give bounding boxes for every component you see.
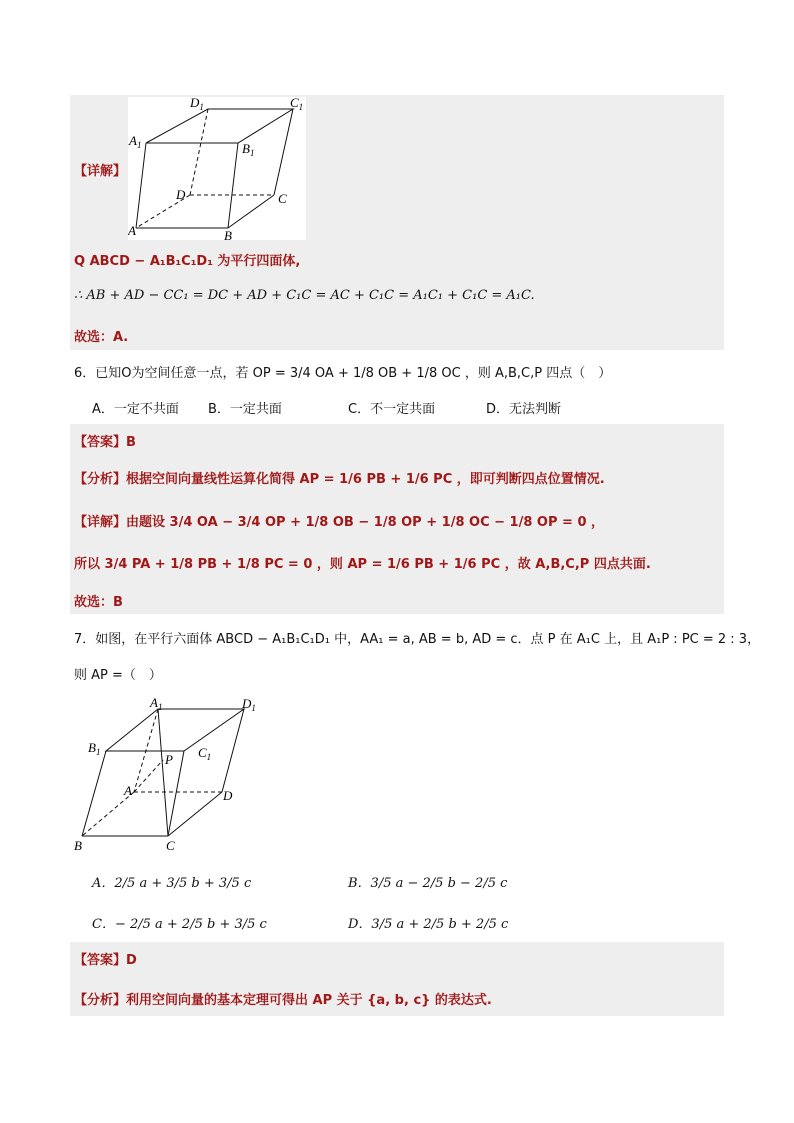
label-C: C: [166, 838, 175, 853]
q5-detail-tag: 【详解】: [74, 164, 127, 179]
q7-analysis-text: 利用空间向量的基本定理可得出 AP 关于 {a, b, c} 的表达式.: [126, 993, 492, 1008]
label-C: C: [278, 191, 287, 206]
q5-parallelepiped-svg: [128, 97, 306, 240]
q6-option-b[interactable]: B．一定共面: [208, 402, 282, 417]
q6-detail-line1: [74, 511, 604, 530]
label-A1: $A_1$: [129, 133, 142, 150]
label-A: A: [124, 783, 132, 798]
q6-detail-tag: 【详解】: [74, 515, 127, 530]
q5-choice: 故选：A.: [74, 330, 129, 345]
q6-analysis-text: 根据空间向量线性运算化简得 AP = 1/6 PB + 1/6 PC ，即可判断四点位置情况.: [126, 472, 605, 487]
q7-stem: 7．如图，在平行六面体 ABCD − A₁B₁C₁D₁ 中，AA₁ = a, AB = b, AD = c．点 P 在 A₁C 上，且 A₁P : PC = 2 : 3，: [74, 632, 761, 647]
q6-choice: 故选：B: [74, 595, 123, 610]
q7-parallelepiped-figure: [72, 694, 262, 854]
q7-option-a[interactable]: A．2/5 a + 3/5 b + 3/5 c: [92, 876, 252, 891]
label-B: B: [74, 838, 82, 853]
label-B: B: [224, 228, 232, 240]
q6-option-c[interactable]: C．不一定共面: [348, 402, 436, 417]
q6-detail-line2: 所以 3/4 PA + 1/8 PB + 1/8 PC = 0 ，则 AP = 1/6 PB + 1/6 PC ，故 A,B,C,P 四点共面.: [74, 557, 651, 572]
q7-analysis-tag: 【分析】: [74, 993, 127, 1008]
label-B1: $B_1$: [88, 740, 101, 757]
q6-option-d[interactable]: D．无法判断: [486, 402, 562, 417]
q5-line2: ∴ AB + AD − CC₁ = DC + AD + C₁C = AC + C₁C = A₁C₁ + C₁C = A₁C.: [74, 288, 535, 303]
q5-line1: Q ABCD − A₁B₁C₁D₁ 为平行四面体,: [74, 254, 301, 269]
q6-option-a[interactable]: A．一定不共面: [92, 402, 179, 417]
label-P: P: [165, 752, 173, 767]
q6-detail-text1: 由题设 3/4 OA − 3/4 OP + 1/8 OB − 1/8 OP + 1/8 OC − 1/8 OP = 0 ，: [126, 515, 605, 530]
label-D: D: [223, 788, 233, 803]
q5-parallelepiped-figure: [128, 97, 306, 240]
q6-stem: 6．已知O为空间任意一点，若 OP = 3/4 OA + 1/8 OB + 1/8 OC ，则 A,B,C,P 四点（ ）: [74, 366, 612, 381]
q6-analysis-tag: 【分析】: [74, 472, 127, 487]
label-B1: $B_1$: [242, 141, 255, 158]
label-D1: $D_1$: [190, 97, 204, 112]
q7-stem2: 则 AP =（ ）: [74, 668, 162, 683]
label-C1: $C_1$: [198, 745, 212, 762]
q7-option-b[interactable]: B．3/5 a − 2/5 b − 2/5 c: [348, 876, 508, 891]
q6-analysis-line: [74, 468, 605, 487]
q7-parallelepiped-svg: [72, 694, 262, 854]
q7-option-c[interactable]: C．− 2/5 a + 2/5 b + 3/5 c: [92, 917, 267, 932]
label-A1: $A_1$: [150, 695, 163, 712]
q7-option-d[interactable]: D．3/5 a + 2/5 b + 2/5 c: [348, 917, 509, 932]
label-D: D: [176, 187, 186, 202]
q6-answer: 【答案】B: [74, 435, 136, 450]
label-A: A: [128, 223, 136, 238]
label-C1: $C_1$: [290, 97, 304, 112]
label-D1: $D_1$: [242, 696, 256, 713]
q7-answer: 【答案】D: [74, 953, 137, 968]
q7-analysis-line: [74, 989, 492, 1008]
